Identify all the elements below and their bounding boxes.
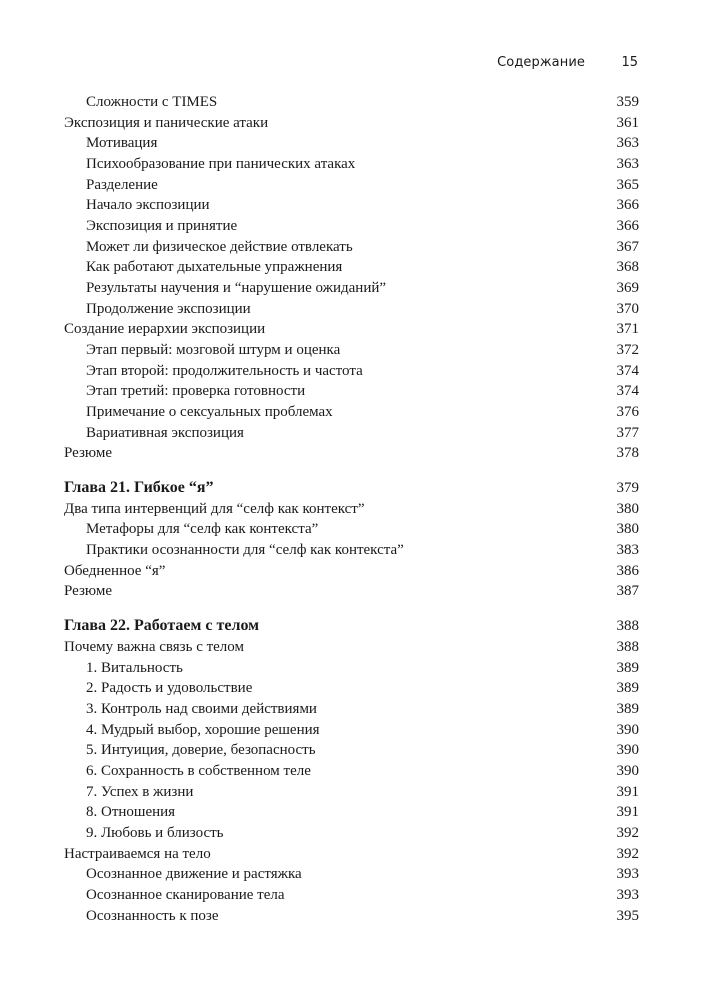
chapter-title: Глава 22. Работаем с телом	[64, 617, 260, 635]
header-title: Содержание	[497, 55, 585, 70]
toc-entry	[64, 906, 639, 927]
toc-entry-page: 387	[616, 583, 639, 600]
toc-entry-label: Этап третий: проверка готовности	[86, 383, 306, 400]
toc-entry-page: 368	[616, 259, 639, 276]
toc-entry	[64, 499, 639, 520]
toc-entry	[64, 154, 639, 175]
toc-entry-page: 378	[616, 445, 639, 462]
toc-entry	[64, 658, 639, 679]
toc-entry	[64, 361, 639, 382]
toc-entry-page: 376	[616, 403, 639, 420]
toc-entry	[64, 278, 639, 299]
toc-entry-page: 366	[616, 197, 639, 214]
toc-entry-label: 4. Мудрый выбор, хорошие решения	[86, 721, 320, 738]
toc-entry-page: 380	[616, 521, 639, 538]
toc-entry-label: Этап первый: мозговой штурм и оценка	[86, 341, 341, 358]
toc-entry-label: Вариативная экспозиция	[86, 424, 244, 441]
toc-entry-label: Экспозиция и панические атаки	[64, 114, 269, 131]
toc-entry-label: 9. Любовь и близость	[86, 825, 224, 841]
toc-entry-label: Мотивация	[86, 135, 158, 152]
toc-entry	[64, 443, 639, 464]
toc-entry	[64, 761, 639, 782]
toc-entry-label: Осознанное сканирование тела	[86, 886, 285, 903]
toc-entry-page: 370	[616, 300, 639, 317]
toc-entry-page: 366	[616, 217, 639, 234]
toc-entry-page: 392	[616, 845, 639, 862]
toc-entry-page: 379	[616, 479, 639, 496]
toc-entry-label: Разделение	[86, 176, 158, 193]
toc-entry-page: 389	[616, 680, 639, 697]
toc-entry-label: Психообразование при панических атаках	[86, 155, 356, 172]
toc-entry-label: Два типа интервенций для “селф как контекст”	[64, 500, 365, 517]
toc-entry-page: 389	[616, 701, 639, 718]
toc-entry-label: Экспозиция и принятие	[86, 217, 238, 234]
toc-entry-label: 6. Сохранность в собственном теле	[86, 763, 311, 780]
toc-entry	[64, 885, 639, 906]
toc-entry	[64, 402, 639, 423]
toc-entry-page: 377	[616, 424, 639, 441]
toc-entry	[64, 299, 639, 320]
toc-entry-page: 393	[616, 886, 639, 903]
toc-entry-page: 363	[616, 135, 639, 152]
toc-entry	[64, 844, 639, 865]
toc-entry	[64, 133, 639, 154]
toc-entry-label: 2. Радость и удовольствие	[86, 680, 253, 697]
toc-entry-page: 391	[616, 804, 639, 821]
toc-entry-page: 372	[616, 341, 639, 358]
toc-entry-page: 374	[616, 383, 639, 400]
toc-entry	[64, 823, 639, 844]
toc-entry-label: Резюме	[64, 583, 113, 600]
toc-entry	[64, 319, 639, 340]
toc-entry	[64, 637, 639, 658]
toc-entry-label: Как работают дыхательные упражнения	[86, 259, 343, 276]
toc-entry-page: 390	[616, 763, 639, 780]
toc-entry	[64, 381, 639, 402]
toc-entry-label: Настраиваемся на тело	[64, 845, 211, 862]
toc-entry-label: Осознанное движение и растяжка	[86, 866, 302, 883]
toc-entry	[64, 113, 639, 134]
spacer	[64, 464, 639, 477]
toc-entry-page: 390	[616, 721, 639, 738]
spacer	[64, 602, 639, 615]
toc-entry-label: Примечание о сексуальных проблемах	[86, 403, 333, 420]
toc-entry-page: 383	[616, 542, 639, 559]
toc-entry	[64, 216, 639, 237]
toc-entry	[64, 92, 639, 113]
toc-entry	[64, 678, 639, 699]
toc-entry-page: 371	[616, 321, 639, 338]
toc-chapter-heading	[64, 615, 639, 637]
toc-entry-page: 393	[616, 866, 639, 883]
toc-entry-page: 363	[616, 155, 639, 172]
toc-entry	[64, 581, 639, 602]
toc-entry-page: 389	[616, 659, 639, 676]
toc-entry-page: 390	[616, 742, 639, 759]
toc-entry	[64, 561, 639, 582]
toc-entry	[64, 195, 639, 216]
toc-entry-page: 392	[616, 825, 639, 841]
toc-entry	[64, 699, 639, 720]
toc-entry-label: 7. Успех в жизни	[86, 783, 194, 800]
toc-entry-label: Осознанность к позе	[86, 907, 219, 924]
toc-entry	[64, 423, 639, 444]
toc-entry-page: 367	[616, 238, 639, 255]
toc-entry-page: 391	[616, 783, 639, 800]
toc-entry-label: Продолжение экспозиции	[86, 300, 251, 317]
toc-entry-label: 3. Контроль над своими действиями	[86, 701, 317, 718]
toc-entry-label: 1. Витальность	[86, 659, 183, 676]
toc-entry-label: Почему важна связь с телом	[64, 639, 244, 656]
toc-entry	[64, 802, 639, 823]
toc-entry-label: Метафоры для “селф как контекста”	[86, 521, 319, 538]
toc-entry-label: 8. Отношения	[86, 804, 176, 821]
toc-entry-label: Может ли физическое действие отвлекать	[86, 238, 353, 255]
toc-entry-page: 388	[616, 639, 639, 656]
toc-entry	[64, 864, 639, 885]
toc-entry-page: 359	[616, 94, 639, 110]
toc-entry-page: 380	[616, 500, 639, 517]
toc-entry-label: Обедненное “я”	[64, 562, 166, 579]
toc-entry-page: 388	[616, 618, 639, 635]
toc-entry-page: 369	[616, 279, 639, 296]
toc-entry-label: Начало экспозиции	[86, 197, 210, 214]
toc-entry-label: Резюме	[64, 445, 113, 462]
toc-chapter-heading	[64, 477, 639, 499]
table-of-contents	[64, 92, 639, 926]
toc-entry	[64, 740, 639, 761]
toc-entry-label: Сложности с TIMES	[86, 94, 218, 110]
chapter-title: Глава 21. Гибкое “я”	[64, 478, 214, 496]
toc-entry	[64, 257, 639, 278]
toc-entry-label: 5. Интуиция, доверие, безопасность	[86, 742, 316, 759]
toc-entry	[64, 782, 639, 803]
toc-entry-page: 361	[616, 114, 639, 131]
toc-entry	[64, 340, 639, 361]
toc-entry-label: Практики осознанности для “селф как контекста”	[86, 542, 404, 559]
toc-entry-page: 386	[616, 562, 639, 579]
toc-entry	[64, 519, 639, 540]
toc-entry-label: Результаты научения и “нарушение ожиданий”	[86, 279, 387, 296]
toc-entry-label: Этап второй: продолжительность и частота	[86, 362, 363, 379]
toc-entry	[64, 540, 639, 561]
running-header	[0, 55, 703, 75]
toc-entry-label: Создание иерархии экспозиции	[64, 321, 266, 338]
toc-entry-page: 374	[616, 362, 639, 379]
toc-entry	[64, 237, 639, 258]
toc-entry	[64, 175, 639, 196]
toc-entry-page: 395	[616, 907, 639, 924]
toc-entry	[64, 720, 639, 741]
page-number: 15	[621, 55, 638, 70]
toc-entry-page: 365	[616, 176, 639, 193]
